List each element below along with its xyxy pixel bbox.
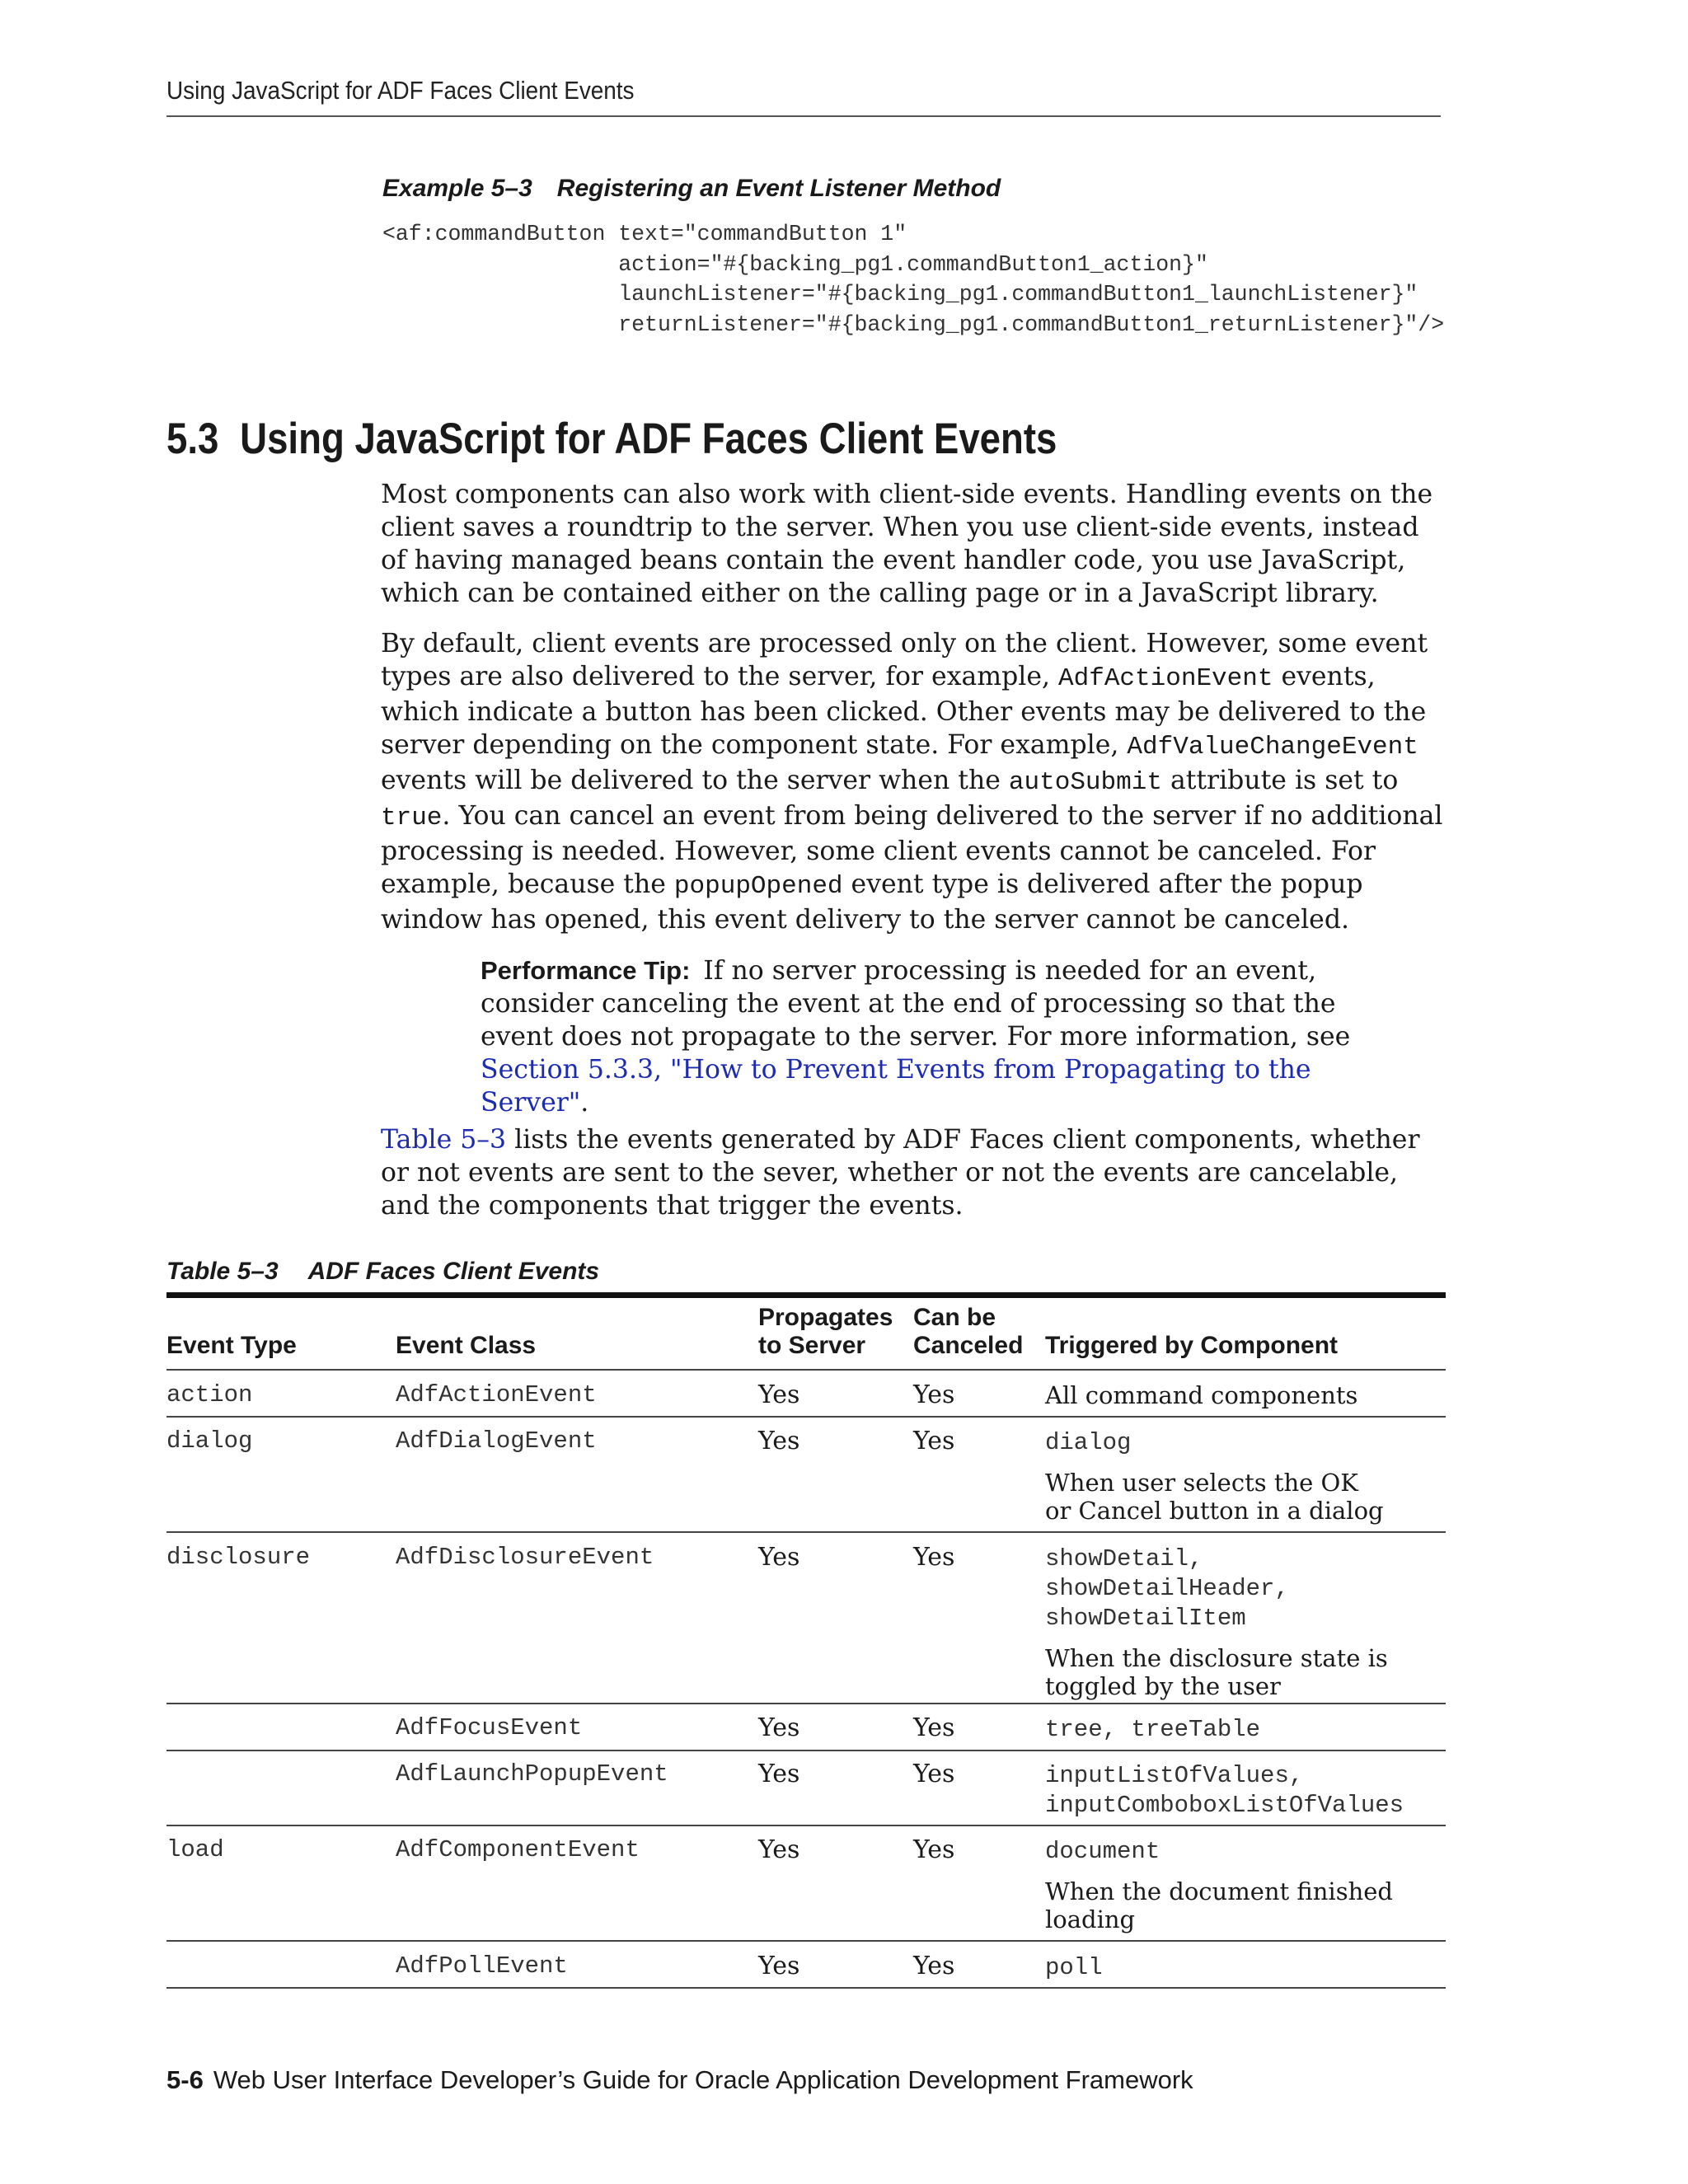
link-table-5-3[interactable]: Table 5–3 <box>381 1125 507 1155</box>
row-event-class: AdfDisclosureEvent <box>396 1544 654 1571</box>
row-rule <box>166 1825 1446 1826</box>
row-cancelable: Yes <box>913 1380 955 1409</box>
code-autosubmit: autoSubmit <box>1008 768 1162 797</box>
header-rule <box>166 1369 1446 1371</box>
text-span: By default, client events are processed only on the client. However, some event types are also delivered to the server, for example, <box>381 629 1428 691</box>
row-propagates: Yes <box>758 1835 800 1864</box>
paragraph-table-intro <box>381 1123 1444 1222</box>
text-span: attribute is set to <box>1161 766 1399 795</box>
table-bottom-rule <box>166 1987 1446 1989</box>
paragraph-client-events <box>381 627 1444 936</box>
code-example: <af:commandButton text="commandButton 1" action="#{backing_pg1.commandButton1_action}" launchListener="#{backing_pg1.commandButton1_launchListener}" returnListener="#{backing_pg1.commandButton1_returnListener}"/> <box>382 222 1445 337</box>
row-cancelable: Yes <box>913 1835 955 1864</box>
page-footer <box>166 2065 1193 2095</box>
book-title: Web User Interface Developer’s Guide for Oracle Application Development Framework <box>213 2065 1193 2094</box>
header-can-be: Can be <box>913 1304 996 1331</box>
row-event-type: action <box>166 1381 253 1408</box>
row-triggered <box>1045 1381 1424 1409</box>
row-cancelable: Yes <box>913 1543 955 1572</box>
row-triggered <box>1045 1427 1391 1525</box>
code-popup-opened: popupOpened <box>673 872 843 901</box>
example-title: Registering an Event Listener Method <box>556 175 1001 202</box>
tip-text: If no server processing is needed for an event, consider canceling the event at the end of processing so that the event does not propagate to the server. For more information, see <box>481 956 1351 1052</box>
table-top-rule <box>166 1292 1446 1298</box>
header-to-server: to Server <box>758 1332 866 1359</box>
row-propagates: Yes <box>758 1380 800 1409</box>
code-adf-value-change-event: AdfValueChangeEvent <box>1127 733 1418 762</box>
row-rule <box>166 1750 1446 1751</box>
row-propagates: Yes <box>758 1760 800 1788</box>
text-span: events, which indicate a button has been clicked. Other events may be delivered to the server depending on the component state. For example, <box>381 662 1427 760</box>
row-event-class: AdfActionEvent <box>396 1381 597 1408</box>
header-event-class: Event Class <box>396 1332 537 1359</box>
row-triggered <box>1045 1760 1441 1820</box>
text-span: lists the events generated by ADF Faces client components, whether or not events are sent to the sever, whether or not the events are cancelable, and the components that trigger the events. <box>381 1125 1420 1221</box>
row-propagates: Yes <box>758 1543 800 1572</box>
row-propagates: Yes <box>758 1427 800 1455</box>
row-rule <box>166 1531 1446 1533</box>
row-triggered <box>1045 1952 1424 1982</box>
table-caption <box>166 1258 599 1286</box>
trigger-text: When the document finished loading <box>1045 1877 1393 1933</box>
example-caption <box>382 175 1001 203</box>
header-canceled: Canceled <box>913 1332 1024 1359</box>
row-cancelable: Yes <box>913 1760 955 1788</box>
code-adf-action-event: AdfActionEvent <box>1058 664 1273 693</box>
running-header: Using JavaScript for ADF Faces Client Events <box>166 76 635 105</box>
client-events-table <box>166 1292 1446 1993</box>
row-cancelable: Yes <box>913 1427 955 1455</box>
trigger-code: document <box>1045 1838 1160 1865</box>
table-label: Table 5–3 <box>166 1258 279 1285</box>
performance-tip <box>481 954 1387 1119</box>
trigger-code: dialog <box>1045 1429 1132 1456</box>
trigger-code: poll <box>1045 1954 1103 1981</box>
section-heading <box>166 414 1057 464</box>
trigger-text: When the disclosure state is toggled by the user <box>1045 1644 1388 1700</box>
row-rule <box>166 1940 1446 1942</box>
row-event-class: AdfComponentEvent <box>396 1836 640 1863</box>
paragraph-intro: Most components can also work with client-side events. Handling events on the client saves a roundtrip to the server. When you use client-side events, instead of having managed beans contain the event handler code, you use JavaScript, which can be contained either on the calling page or in a JavaScript library. <box>381 480 1433 608</box>
trigger-text: All command components <box>1045 1381 1358 1409</box>
trigger-code: tree, treeTable <box>1045 1716 1261 1743</box>
code-true: true <box>381 804 443 832</box>
row-triggered <box>1045 1714 1424 1744</box>
text-span: events will be delivered to the server when the <box>381 766 1009 795</box>
row-event-type: disclosure <box>166 1544 311 1571</box>
example-label: Example 5–3 <box>382 175 532 202</box>
row-propagates: Yes <box>758 1713 800 1742</box>
trigger-text: When user selects the OK or Cancel button in a dialog <box>1045 1469 1384 1525</box>
row-event-class: AdfPollEvent <box>396 1952 568 1980</box>
row-triggered <box>1045 1544 1391 1700</box>
text-span: event type is delivered after the popup window has opened, this event delivery to the server cannot be canceled. <box>381 869 1363 935</box>
row-event-class: AdfDialogEvent <box>396 1427 597 1455</box>
row-rule <box>166 1416 1446 1418</box>
tip-label: Performance Tip: <box>481 956 691 985</box>
row-propagates: Yes <box>758 1952 800 1980</box>
trigger-code: showDetail, showDetailHeader, showDetailItem <box>1045 1545 1289 1632</box>
table-title: ADF Faces Client Events <box>307 1258 600 1285</box>
section-number: 5.3 <box>166 415 219 463</box>
header-propagates: Propagates <box>758 1304 893 1331</box>
section-title: Using JavaScript for ADF Faces Client Events <box>240 415 1057 463</box>
page-number: 5-6 <box>166 2065 204 2094</box>
tip-end: . <box>580 1088 589 1118</box>
header-event-type: Event Type <box>166 1332 297 1359</box>
row-cancelable: Yes <box>913 1713 955 1742</box>
tip-link-section-5-3-3[interactable]: Section 5.3.3, "How to Prevent Events from Propagating to the Server" <box>481 1055 1311 1118</box>
row-event-class: AdfFocusEvent <box>396 1714 583 1741</box>
header-rule <box>166 115 1441 117</box>
row-event-type: load <box>166 1836 224 1863</box>
row-rule <box>166 1703 1446 1704</box>
row-cancelable: Yes <box>913 1952 955 1980</box>
trigger-code: inputListOfValues, inputComboboxListOfValues <box>1045 1762 1404 1819</box>
row-triggered <box>1045 1836 1408 1933</box>
row-event-class: AdfLaunchPopupEvent <box>396 1760 668 1788</box>
text-span: . You can cancel an event from being delivered to the server if no additional processing is needed. However, some client events cannot be canceled. For example, because the <box>381 801 1443 899</box>
row-event-type: dialog <box>166 1427 253 1455</box>
header-triggered-by: Triggered by Component <box>1045 1332 1339 1359</box>
